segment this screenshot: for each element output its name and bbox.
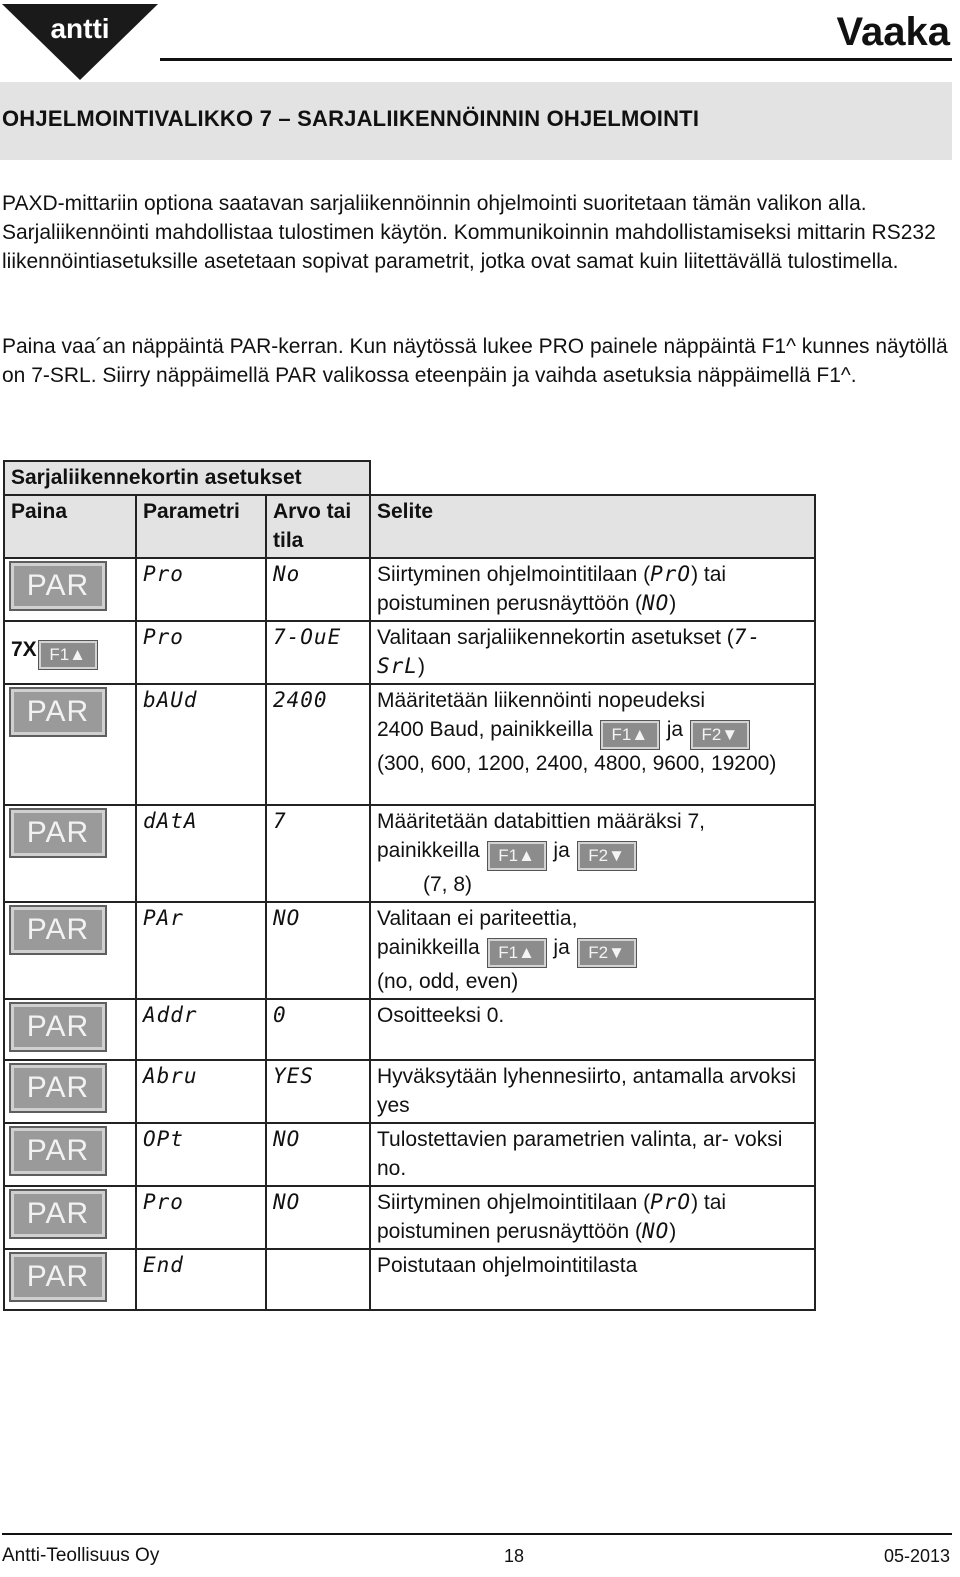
f1-up-key-icon: F1▲ bbox=[39, 641, 97, 669]
desc-cell bbox=[370, 684, 815, 805]
desc-text: Siirtyminen ohjelmointitilaan ( bbox=[377, 1191, 651, 1214]
press-cell bbox=[4, 805, 136, 902]
page-number: 18 bbox=[504, 1546, 525, 1566]
press-cell bbox=[4, 902, 136, 999]
par-key-icon: PAR bbox=[11, 1128, 105, 1174]
press-cell bbox=[4, 1123, 136, 1186]
desc-cell: Poistutaan ohjelmointitilasta bbox=[370, 1249, 815, 1310]
page-title: Vaaka bbox=[836, 10, 950, 54]
caption-spacer bbox=[370, 461, 815, 495]
param-cell: End bbox=[136, 1249, 266, 1310]
value-cell bbox=[266, 1249, 370, 1310]
desc-code: PrO bbox=[650, 562, 692, 586]
desc-text: ) tai poistuminen perusnäyttöön ( bbox=[377, 563, 727, 615]
desc-text: (300, 600, 1200, 2400, 4800, 9600, 19200) bbox=[377, 752, 777, 775]
param-cell: Abru bbox=[136, 1060, 266, 1123]
desc-text: painikkeilla bbox=[377, 936, 480, 959]
desc-cell bbox=[370, 902, 815, 999]
desc-text: ) bbox=[669, 1220, 677, 1243]
table-row bbox=[4, 1249, 815, 1310]
footer-company: Antti-Teollisuus Oy bbox=[2, 1545, 160, 1566]
param-cell: bAUd bbox=[136, 684, 266, 805]
par-key-icon: PAR bbox=[11, 1191, 105, 1237]
press-cell bbox=[4, 621, 136, 684]
desc-code: 7-SrL bbox=[377, 625, 762, 678]
param-cell: Pro bbox=[136, 558, 266, 621]
press-cell bbox=[4, 1186, 136, 1249]
intro-paragraph-1: PAXD-mittariin optiona saatavan sarjaliikennöinnin ohjelmointi suoritetaan tämän valikon alla. Sarjaliikennöinti mahdollistaa tulostimen käytön. Kommunikoinnin mahdollistamiseksi mittarin RS232 liikennöintiasetuksille asetetaan sopivat parametrit, jotka ovat samat kuin liitettävällä tulostimella. bbox=[2, 192, 936, 273]
desc-cell bbox=[370, 1186, 815, 1249]
antti-logo bbox=[2, 4, 158, 80]
f2-down-key-icon: F2▼ bbox=[578, 842, 636, 870]
value-cell: YES bbox=[266, 1060, 370, 1123]
desc-text: painikkeilla bbox=[377, 839, 480, 862]
table-row bbox=[4, 558, 815, 621]
param-cell: dAtA bbox=[136, 805, 266, 902]
par-key-icon: PAR bbox=[11, 1254, 105, 1300]
param-cell: PAr bbox=[136, 902, 266, 999]
header-param: Parametri bbox=[136, 495, 266, 558]
f2-down-key-icon: F2▼ bbox=[578, 939, 636, 967]
par-key-icon: PAR bbox=[11, 1065, 105, 1111]
table-caption: Sarjaliikennekortin asetukset bbox=[4, 461, 370, 495]
value-cell: 7-OuE bbox=[266, 621, 370, 684]
f1-up-key-icon: F1▲ bbox=[488, 842, 546, 870]
table-row bbox=[4, 684, 815, 805]
desc-code: NO bbox=[642, 591, 670, 615]
press-cell bbox=[4, 684, 136, 805]
desc-text: Siirtyminen ohjelmointitilaan ( bbox=[377, 563, 651, 586]
f2-down-key-icon: F2▼ bbox=[691, 721, 749, 749]
header-desc: Selite bbox=[370, 495, 815, 558]
desc-text: 2400 Baud, painikkeilla bbox=[377, 718, 593, 741]
desc-text: Valitaan sarjaliikennekortin asetukset ( bbox=[377, 626, 734, 649]
desc-cell: Osoitteeksi 0. bbox=[370, 999, 815, 1060]
desc-cell bbox=[370, 621, 815, 684]
par-key-icon: PAR bbox=[11, 563, 105, 609]
repeat-count: 7X bbox=[11, 638, 37, 661]
param-cell: Addr bbox=[136, 999, 266, 1060]
f1-up-key-icon: F1▲ bbox=[601, 721, 659, 749]
value-cell: 7 bbox=[266, 805, 370, 902]
value-cell: No bbox=[266, 558, 370, 621]
param-cell: Pro bbox=[136, 1186, 266, 1249]
param-cell: OPt bbox=[136, 1123, 266, 1186]
press-cell bbox=[4, 1249, 136, 1310]
table-row bbox=[4, 902, 815, 999]
table-row bbox=[4, 1186, 815, 1249]
table-row bbox=[4, 621, 815, 684]
table-row bbox=[4, 805, 815, 902]
desc-cell: Tulostettavien parametrien valinta, ar- voksi no. bbox=[370, 1123, 815, 1186]
desc-text: Määritetään databittien määräksi 7, bbox=[377, 810, 706, 833]
desc-text: Määritetään liikennöinti nopeudeksi bbox=[377, 689, 706, 712]
press-cell bbox=[4, 999, 136, 1060]
settings-table bbox=[3, 460, 816, 1311]
desc-text: ja bbox=[553, 936, 570, 959]
value-cell: 0 bbox=[266, 999, 370, 1060]
desc-code: PrO bbox=[650, 1190, 692, 1214]
section-title: OHJELMOINTIVALIKKO 7 – SARJALIIKENNÖINNIN OHJELMOINTI bbox=[2, 106, 700, 131]
par-key-icon: PAR bbox=[11, 907, 105, 953]
desc-cell: Hyväksytään lyhennesiirto, antamalla arvoksi yes bbox=[370, 1060, 815, 1123]
value-cell: NO bbox=[266, 902, 370, 999]
f1-up-key-icon: F1▲ bbox=[488, 939, 546, 967]
table-row bbox=[4, 1123, 815, 1186]
section-banner bbox=[0, 82, 952, 160]
desc-text: (no, odd, even) bbox=[377, 970, 519, 993]
desc-text: ) bbox=[417, 655, 425, 678]
header-press: Paina bbox=[4, 495, 136, 558]
value-cell: NO bbox=[266, 1186, 370, 1249]
value-cell: NO bbox=[266, 1123, 370, 1186]
par-key-icon: PAR bbox=[11, 810, 105, 856]
header-value: Arvo tai tila bbox=[266, 495, 370, 558]
desc-text: ) tai poistuminen perusnäyttöön ( bbox=[377, 1191, 727, 1243]
press-cell bbox=[4, 558, 136, 621]
par-key-icon: PAR bbox=[11, 1004, 105, 1050]
footer-rule bbox=[2, 1533, 952, 1535]
desc-code: NO bbox=[642, 1219, 670, 1243]
logo-text: antti bbox=[50, 13, 110, 44]
desc-text: ) bbox=[669, 592, 677, 615]
desc-text: Valitaan ei pariteettia, bbox=[377, 907, 578, 930]
desc-text: ja bbox=[666, 718, 684, 741]
table-row bbox=[4, 1060, 815, 1123]
value-cell: 2400 bbox=[266, 684, 370, 805]
intro-paragraph-2: Paina vaa´an näppäintä PAR-kerran. Kun näytössä lukee PRO painele näppäintä F1^ kunnes näytöllä on 7-SRL. Siirry näppäimellä PAR valikossa eteenpäin ja vaihda asetuksia näppäimellä F1^. bbox=[2, 335, 948, 387]
desc-cell bbox=[370, 558, 815, 621]
desc-text: (7, 8) bbox=[423, 873, 473, 896]
footer-date: 05-2013 bbox=[883, 1546, 950, 1566]
param-cell: Pro bbox=[136, 621, 266, 684]
table-row bbox=[4, 999, 815, 1060]
press-cell bbox=[4, 1060, 136, 1123]
desc-text: ja bbox=[553, 839, 570, 862]
par-key-icon: PAR bbox=[11, 689, 105, 735]
table-header-row bbox=[4, 495, 815, 558]
header-rule bbox=[160, 58, 952, 61]
desc-cell bbox=[370, 805, 815, 902]
